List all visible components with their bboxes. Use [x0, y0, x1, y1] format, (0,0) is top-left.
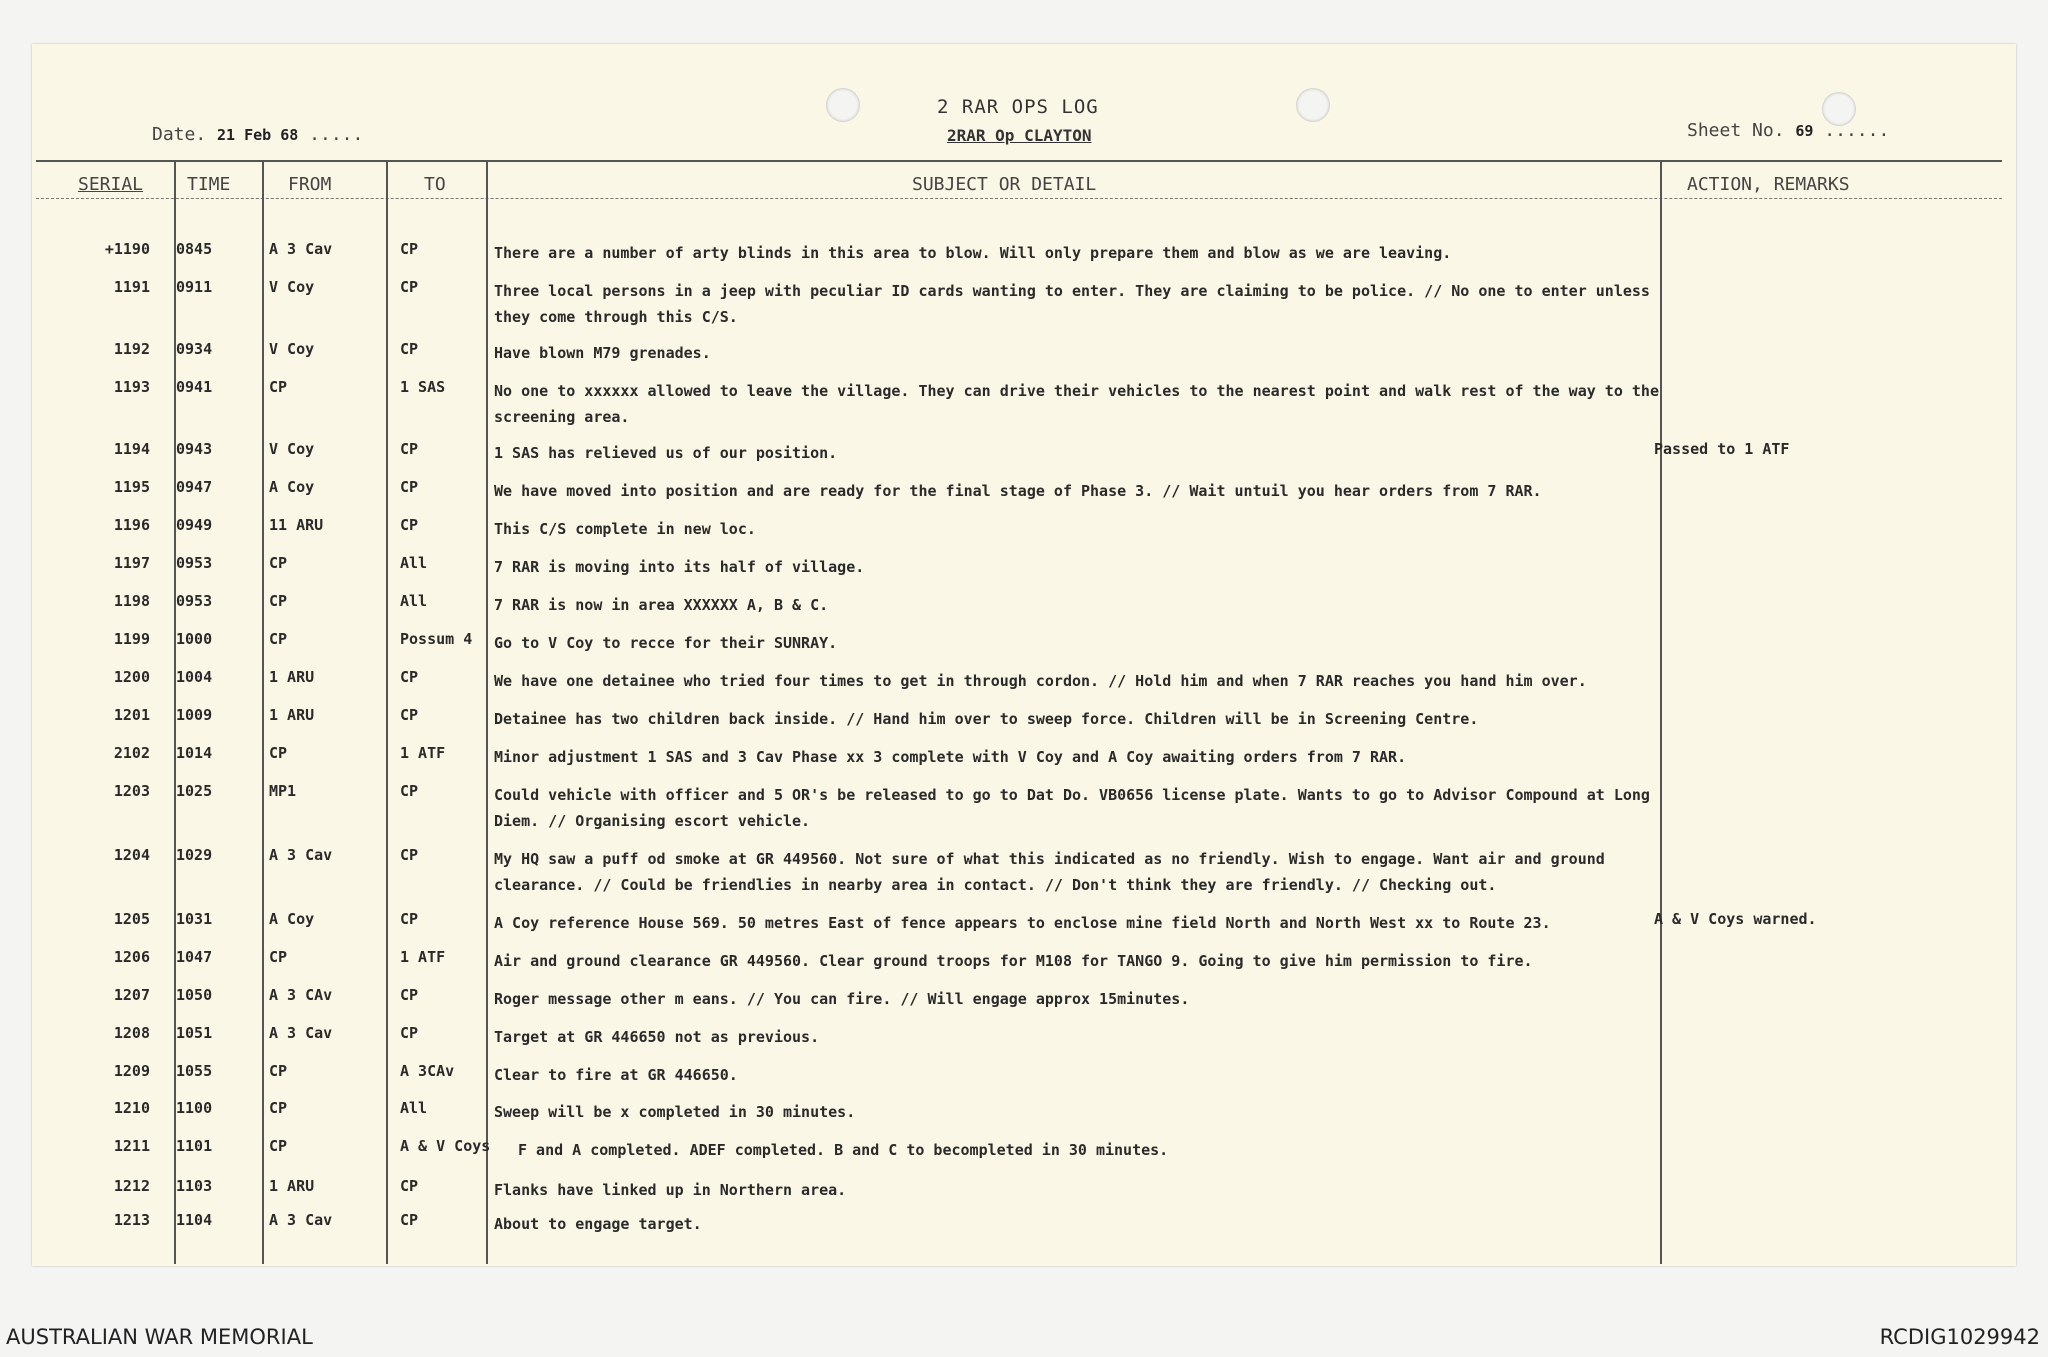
- time-cell: 1025: [176, 782, 213, 800]
- time-cell: 0845: [176, 240, 213, 258]
- detail-cell: Minor adjustment 1 SAS and 3 Cav Phase xx 3 complete with V Coy and A Coy awaiting orders from 7 RAR.: [494, 748, 1407, 766]
- time-cell: 0953: [176, 554, 213, 572]
- time-cell: 1051: [176, 1024, 213, 1042]
- serial-cell: 1199: [113, 630, 150, 648]
- detail-cell: Clear to fire at GR 446650.: [494, 1066, 738, 1084]
- detail-cell: Sweep will be x completed in 30 minutes.: [494, 1103, 856, 1121]
- detail-cell: F and A completed. ADEF completed. B and C to becompleted in 30 minutes.: [518, 1141, 1169, 1159]
- detail-cell: My HQ saw a puff od smoke at GR 449560. Not sure of what this indicated as no friendly. Wish to engage. Want air and ground clearance. // Could be friendlies in nearby area in contact. // Don't think they are friendly. // Checking out.: [494, 850, 1605, 894]
- time-cell: 0953: [176, 592, 213, 610]
- time-cell: 0911: [176, 278, 213, 296]
- from-cell: CP: [269, 554, 288, 572]
- time-cell: 1055: [176, 1062, 213, 1080]
- to-cell: CP: [400, 846, 419, 864]
- col-header-to: TO: [424, 174, 446, 195]
- detail-cell: This C/S complete in new loc.: [494, 520, 756, 538]
- from-cell: A 3 CAv: [269, 986, 333, 1004]
- to-cell: 1 SAS: [400, 378, 446, 396]
- log-title: 2 RAR OPS LOG: [937, 96, 1099, 118]
- column-divider: [386, 162, 388, 1264]
- from-cell: V Coy: [269, 278, 315, 296]
- sheet-number-field: [1687, 120, 1889, 141]
- detail-cell: About to engage target.: [494, 1215, 702, 1233]
- time-cell: 1014: [176, 744, 213, 762]
- detail-cell: No one to xxxxxx allowed to leave the village. They can drive their vehicles to the nearest point and walk rest of the way to the screening area.: [494, 382, 1659, 426]
- detail-cell: There are a number of arty blinds in this area to blow. Will only prepare them and blow as we are leaving.: [494, 244, 1452, 262]
- from-cell: A 3 Cav: [269, 1024, 333, 1042]
- from-cell: 1 ARU: [269, 706, 315, 724]
- col-header-action: ACTION, REMARKS: [1687, 174, 1850, 195]
- punch-hole-left: [826, 88, 860, 122]
- serial-cell: 1196: [113, 516, 150, 534]
- to-cell: CP: [400, 1024, 419, 1042]
- time-cell: 1103: [176, 1177, 213, 1195]
- column-divider: [486, 162, 488, 1264]
- serial-cell: 1213: [113, 1211, 150, 1229]
- time-cell: 0941: [176, 378, 213, 396]
- from-cell: CP: [269, 592, 288, 610]
- from-cell: CP: [269, 744, 288, 762]
- from-cell: CP: [269, 630, 288, 648]
- detail-cell: We have moved into position and are ready for the final stage of Phase 3. // Wait untuil you hear orders from 7 RAR.: [494, 482, 1542, 500]
- action-cell: Passed to 1 ATF: [1654, 440, 1790, 458]
- serial-cell: 1201: [113, 706, 150, 724]
- serial-cell: 1197: [113, 554, 150, 572]
- log-sheet: [32, 44, 2016, 1266]
- time-cell: 0934: [176, 340, 213, 358]
- from-cell: 11 ARU: [269, 516, 324, 534]
- col-header-serial: SERIAL: [78, 174, 144, 195]
- serial-cell: 1210: [113, 1099, 150, 1117]
- to-cell: A & V Coys: [400, 1137, 491, 1155]
- to-cell: CP: [400, 1211, 419, 1229]
- to-cell: CP: [400, 782, 419, 800]
- column-divider: [262, 162, 264, 1264]
- detail-cell: Have blown M79 grenades.: [494, 344, 711, 362]
- time-cell: 1050: [176, 986, 213, 1004]
- time-cell: 0949: [176, 516, 213, 534]
- detail-cell: Flanks have linked up in Northern area.: [494, 1181, 847, 1199]
- action-cell: A & V Coys warned.: [1654, 910, 1817, 928]
- time-cell: 1000: [176, 630, 213, 648]
- detail-cell: A Coy reference House 569. 50 metres East of fence appears to enclose mine field North and North West xx to Route 23.: [494, 914, 1551, 932]
- from-cell: A Coy: [269, 478, 315, 496]
- punch-hole-middle: [1296, 88, 1330, 122]
- from-cell: A 3 Cav: [269, 846, 333, 864]
- from-cell: CP: [269, 948, 288, 966]
- to-cell: CP: [400, 668, 419, 686]
- serial-cell: 2102: [113, 744, 150, 762]
- detail-cell: 7 RAR is now in area XXXXXX A, B & C.: [494, 596, 829, 614]
- to-cell: A 3CAv: [400, 1062, 455, 1080]
- to-cell: CP: [400, 516, 419, 534]
- to-cell: Possum 4: [400, 630, 473, 648]
- from-cell: A 3 Cav: [269, 240, 333, 258]
- serial-cell: 1203: [113, 782, 150, 800]
- date-label: Date.: [152, 124, 207, 145]
- col-header-from: FROM: [288, 174, 332, 195]
- detail-cell: 1 SAS has relieved us of our position.: [494, 444, 838, 462]
- detail-cell: Three local persons in a jeep with peculiar ID cards wanting to enter. They are claiming to be police. // No one to enter unless they come through this C/S.: [494, 282, 1650, 326]
- time-cell: 1104: [176, 1211, 213, 1229]
- from-cell: 1 ARU: [269, 1177, 315, 1195]
- serial-cell: 1206: [113, 948, 150, 966]
- serial-cell: 1195: [113, 478, 150, 496]
- to-cell: 1 ATF: [400, 948, 446, 966]
- detail-cell: Air and ground clearance GR 449560. Clear ground troops for M108 for TANGO 9. Going to give him permission to fire.: [494, 952, 1533, 970]
- date-field: [152, 124, 363, 145]
- from-cell: A 3 Cav: [269, 1211, 333, 1229]
- detail-cell: Could vehicle with officer and 5 OR's be released to go to Dat Do. VB0656 license plate. Wants to go to Advisor Compound at Long Diem. // Organising escort vehicle.: [494, 786, 1650, 830]
- from-cell: CP: [269, 1137, 288, 1155]
- time-cell: 1004: [176, 668, 213, 686]
- to-cell: CP: [400, 986, 419, 1004]
- from-cell: MP1: [269, 782, 297, 800]
- time-cell: 1100: [176, 1099, 213, 1117]
- to-cell: CP: [400, 440, 419, 458]
- archive-credit: AUSTRALIAN WAR MEMORIAL: [6, 1325, 313, 1349]
- from-cell: CP: [269, 1099, 288, 1117]
- to-cell: CP: [400, 240, 419, 258]
- to-cell: CP: [400, 1177, 419, 1195]
- serial-cell: 1211: [113, 1137, 150, 1155]
- time-cell: 1029: [176, 846, 213, 864]
- date-dots: .....: [309, 124, 364, 145]
- col-header-detail: SUBJECT OR DETAIL: [912, 174, 1097, 195]
- time-cell: 1101: [176, 1137, 213, 1155]
- to-cell: 1 ATF: [400, 744, 446, 762]
- serial-cell: 1212: [113, 1177, 150, 1195]
- serial-cell: 1194: [113, 440, 150, 458]
- serial-cell: 1193: [113, 378, 150, 396]
- to-cell: CP: [400, 910, 419, 928]
- to-cell: CP: [400, 478, 419, 496]
- serial-cell: 1208: [113, 1024, 150, 1042]
- serial-cell: 1200: [113, 668, 150, 686]
- from-cell: CP: [269, 1062, 288, 1080]
- to-cell: CP: [400, 340, 419, 358]
- to-cell: All: [400, 1099, 428, 1117]
- to-cell: CP: [400, 278, 419, 296]
- col-header-time: TIME: [187, 174, 231, 195]
- serial-cell: 1205: [113, 910, 150, 928]
- time-cell: 1009: [176, 706, 213, 724]
- detail-cell: 7 RAR is moving into its half of village.: [494, 558, 865, 576]
- detail-cell: We have one detainee who tried four times to get in through cordon. // Hold him and when 7 RAR reaches you hand him over.: [494, 672, 1587, 690]
- archive-id: RCDIG1029942: [1879, 1325, 2040, 1349]
- to-cell: All: [400, 554, 428, 572]
- detail-cell: Roger message other m eans. // You can fire. // Will engage approx 15minutes.: [494, 990, 1190, 1008]
- sheet-value: 69: [1795, 122, 1814, 140]
- serial-cell: 1198: [113, 592, 150, 610]
- detail-cell: Detainee has two children back inside. // Hand him over to sweep force. Children will be in Screening Centre.: [494, 710, 1479, 728]
- time-cell: 1047: [176, 948, 213, 966]
- serial-cell: 1191: [113, 278, 150, 296]
- serial-cell: 1204: [113, 846, 150, 864]
- from-cell: V Coy: [269, 440, 315, 458]
- time-cell: 1031: [176, 910, 213, 928]
- date-value: 21 Feb 68: [217, 126, 299, 144]
- time-cell: 0943: [176, 440, 213, 458]
- header-top-rule: [36, 160, 2002, 162]
- to-cell: CP: [400, 706, 419, 724]
- sheet-dots: ......: [1824, 120, 1890, 141]
- serial-cell: +1190: [104, 240, 150, 258]
- from-cell: A Coy: [269, 910, 315, 928]
- operation-name: 2RAR Op CLAYTON: [947, 126, 1092, 145]
- sheet-label: Sheet No.: [1687, 120, 1785, 141]
- header-bottom-rule: [36, 198, 2002, 199]
- serial-cell: 1207: [113, 986, 150, 1004]
- detail-cell: Target at GR 446650 not as previous.: [494, 1028, 820, 1046]
- serial-cell: 1192: [113, 340, 150, 358]
- to-cell: All: [400, 592, 428, 610]
- serial-cell: 1209: [113, 1062, 150, 1080]
- detail-cell: Go to V Coy to recce for their SUNRAY.: [494, 634, 838, 652]
- time-cell: 0947: [176, 478, 213, 496]
- from-cell: V Coy: [269, 340, 315, 358]
- from-cell: 1 ARU: [269, 668, 315, 686]
- from-cell: CP: [269, 378, 288, 396]
